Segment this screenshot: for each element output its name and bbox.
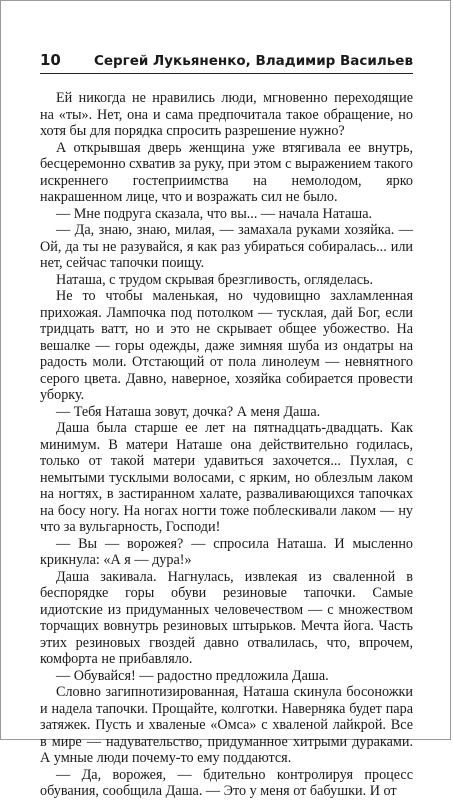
paragraph: Ей никогда не нравились люди, мгновенно переходящие на «ты». Нет, она и сама предпочитала такое обращение, но хотя бы для порядка спросить разрешение нужно? [40,90,413,139]
paragraph: Даша была старше ее лет на пятнадцать-двадцать. Как минимум. В матери Наташе она действительно годилась, только от такой матери удавиться захочется... Пухлая, с немытыми тусклыми волосами, с ярким, но облезлым лаком на ногтях, в застиранном халате, разваливающихся тапочках на босу ногу. На ногах ногти тоже поблескивали лаком — ну что за вульгарность, Господи! [40,420,413,535]
paragraph: Наташа, с трудом скрывая брезгливость, огляделась. [56,271,374,288]
paragraph: — Вы — ворожея? — спросила Наташа. И мысленно крикнула: «А я — дура!» [40,535,413,568]
paragraph: А открывшая дверь женщина уже втягивала ее внутрь, бесцеремонно схватив за руку, при этом с выражением такого искреннего гостеприимства на немолодом, ярко накрашенном лице, что и возражать сил не было. [40,139,413,205]
paragraph: Не то чтобы маленькая, но чудовищно захламленная прихожая. Лампочка под потолком — тусклая, дай Бог, если тридцать ватт, но и это не скрывает общее убожество. На вешалке — горы одежды, даже зимняя шуба из ондатры на радость моли. Отстающий от пола линолеум — невнятного серого цвета. Давно, наверное, хозяйка собирается провести уборку. [40,288,413,403]
paragraph: — Обувайся! — радостно предложила Даша. [56,667,329,684]
paragraph: — Да, знаю, знаю, милая, — замахала руками хозяйка. — Ой, да ты не разувайся, я как раз убираться собиралась... или нет, сейчас тапочки поищу. [40,222,413,271]
body-text [40,90,413,800]
paragraph: — Да, ворожея, — бдительно контролируя процесс обувания, сообщила Даша. — Это у меня от бабушки. И от [40,766,413,799]
page-number: 10 [40,51,61,69]
paragraph: Даша закивала. Нагнулась, извлекая из сваленной в беспорядке горы обуви резиновые тапочки. Самые идиотские из придуманных человечеством — с множеством торчащих вовнутрь резиновых штырьков. Мечта йога. Часть этих резиновых гвоздей давно отвалилась, что, впрочем, комфорта не прибавляло. [40,568,413,667]
paragraph: — Тебя Наташа зовут, дочка? А меня Даша. [56,403,321,420]
page-header [40,51,413,74]
paragraph: Словно загипнотизированная, Наташа скинула босоножки и надела тапочки. Прощайте, колготки. Наверняка будет пара затяжек. Пусть и хваленые «Омса» с хваленой лайкрой. Все в мире — надувательство, придуманное хитрыми дураками. А умные люди почему-то ему поддаются. [40,684,413,766]
paragraph: — Мне подруга сказала, что вы... — начала Наташа. [56,205,373,222]
running-head-authors: Сергей Лукьяненко, Владимир Васильев [93,53,413,69]
